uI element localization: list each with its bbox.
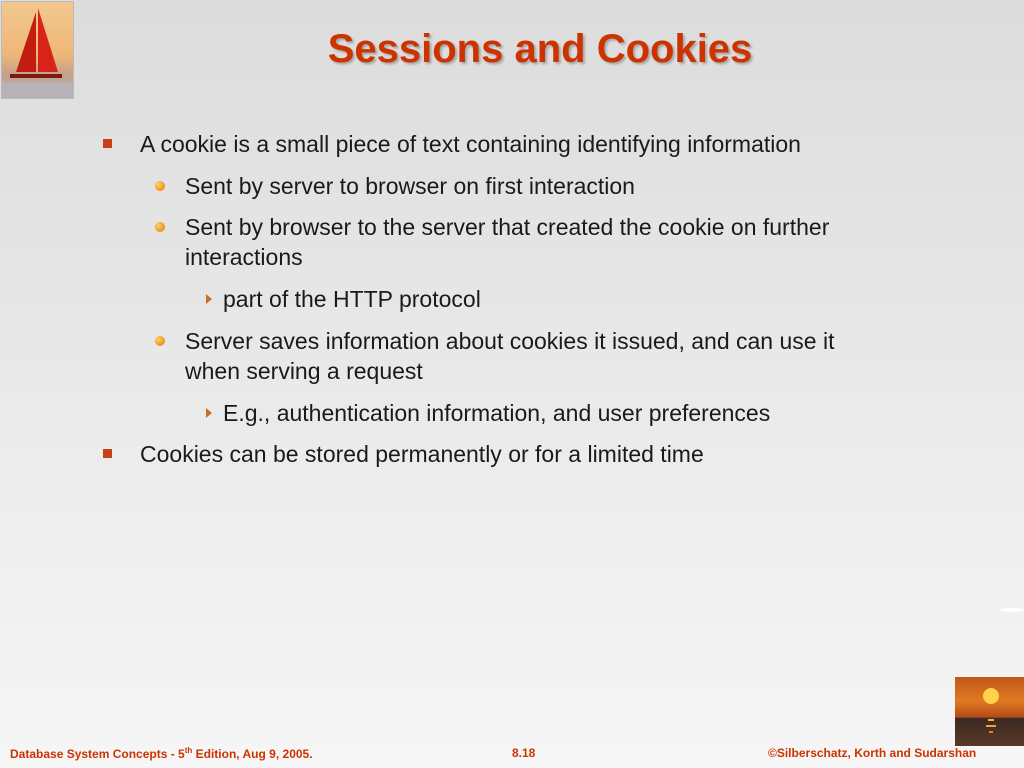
- sub-bullet-text: Sent by browser to the server that created the cookie on further: [185, 214, 830, 240]
- bullet-text: Cookies can be stored permanently or for a limited time: [140, 441, 704, 467]
- triangle-bullet-icon: [206, 408, 212, 418]
- footer-page-number: 8.18: [512, 746, 536, 760]
- square-bullet-icon: [103, 449, 112, 458]
- decorative-swoosh: [1000, 608, 1024, 612]
- sub-bullet-text: Server saves information about cookies it issued, and can use it: [185, 328, 835, 354]
- sub-bullet-text: Sent by server to browser on first interaction: [185, 173, 635, 199]
- dot-bullet-icon: [155, 222, 165, 232]
- square-bullet-icon: [103, 139, 112, 148]
- footer-book-sup: th: [184, 746, 193, 755]
- footer-copyright: ©Silberschatz, Korth and Sudarshan: [768, 746, 977, 760]
- footer-book-prefix: Database System Concepts - 5: [10, 747, 185, 761]
- sunset-logo: [955, 677, 1024, 746]
- sub-bullet-text-continuation: when serving a request: [185, 358, 423, 384]
- sub-sub-bullet-text: part of the HTTP protocol: [223, 286, 481, 312]
- footer-book-info: [10, 746, 313, 761]
- dot-bullet-icon: [155, 336, 165, 346]
- sub-bullet-text-continuation: interactions: [185, 244, 303, 270]
- footer-book-suffix: Edition, Aug 9, 2005.: [192, 747, 313, 761]
- sub-sub-bullet-text: E.g., authentication information, and user preferences: [223, 400, 771, 426]
- triangle-bullet-icon: [206, 294, 212, 304]
- dot-bullet-icon: [155, 181, 165, 191]
- bullet-text: A cookie is a small piece of text containing identifying information: [140, 131, 801, 157]
- slide-title: Sessions and Cookies: [327, 27, 753, 71]
